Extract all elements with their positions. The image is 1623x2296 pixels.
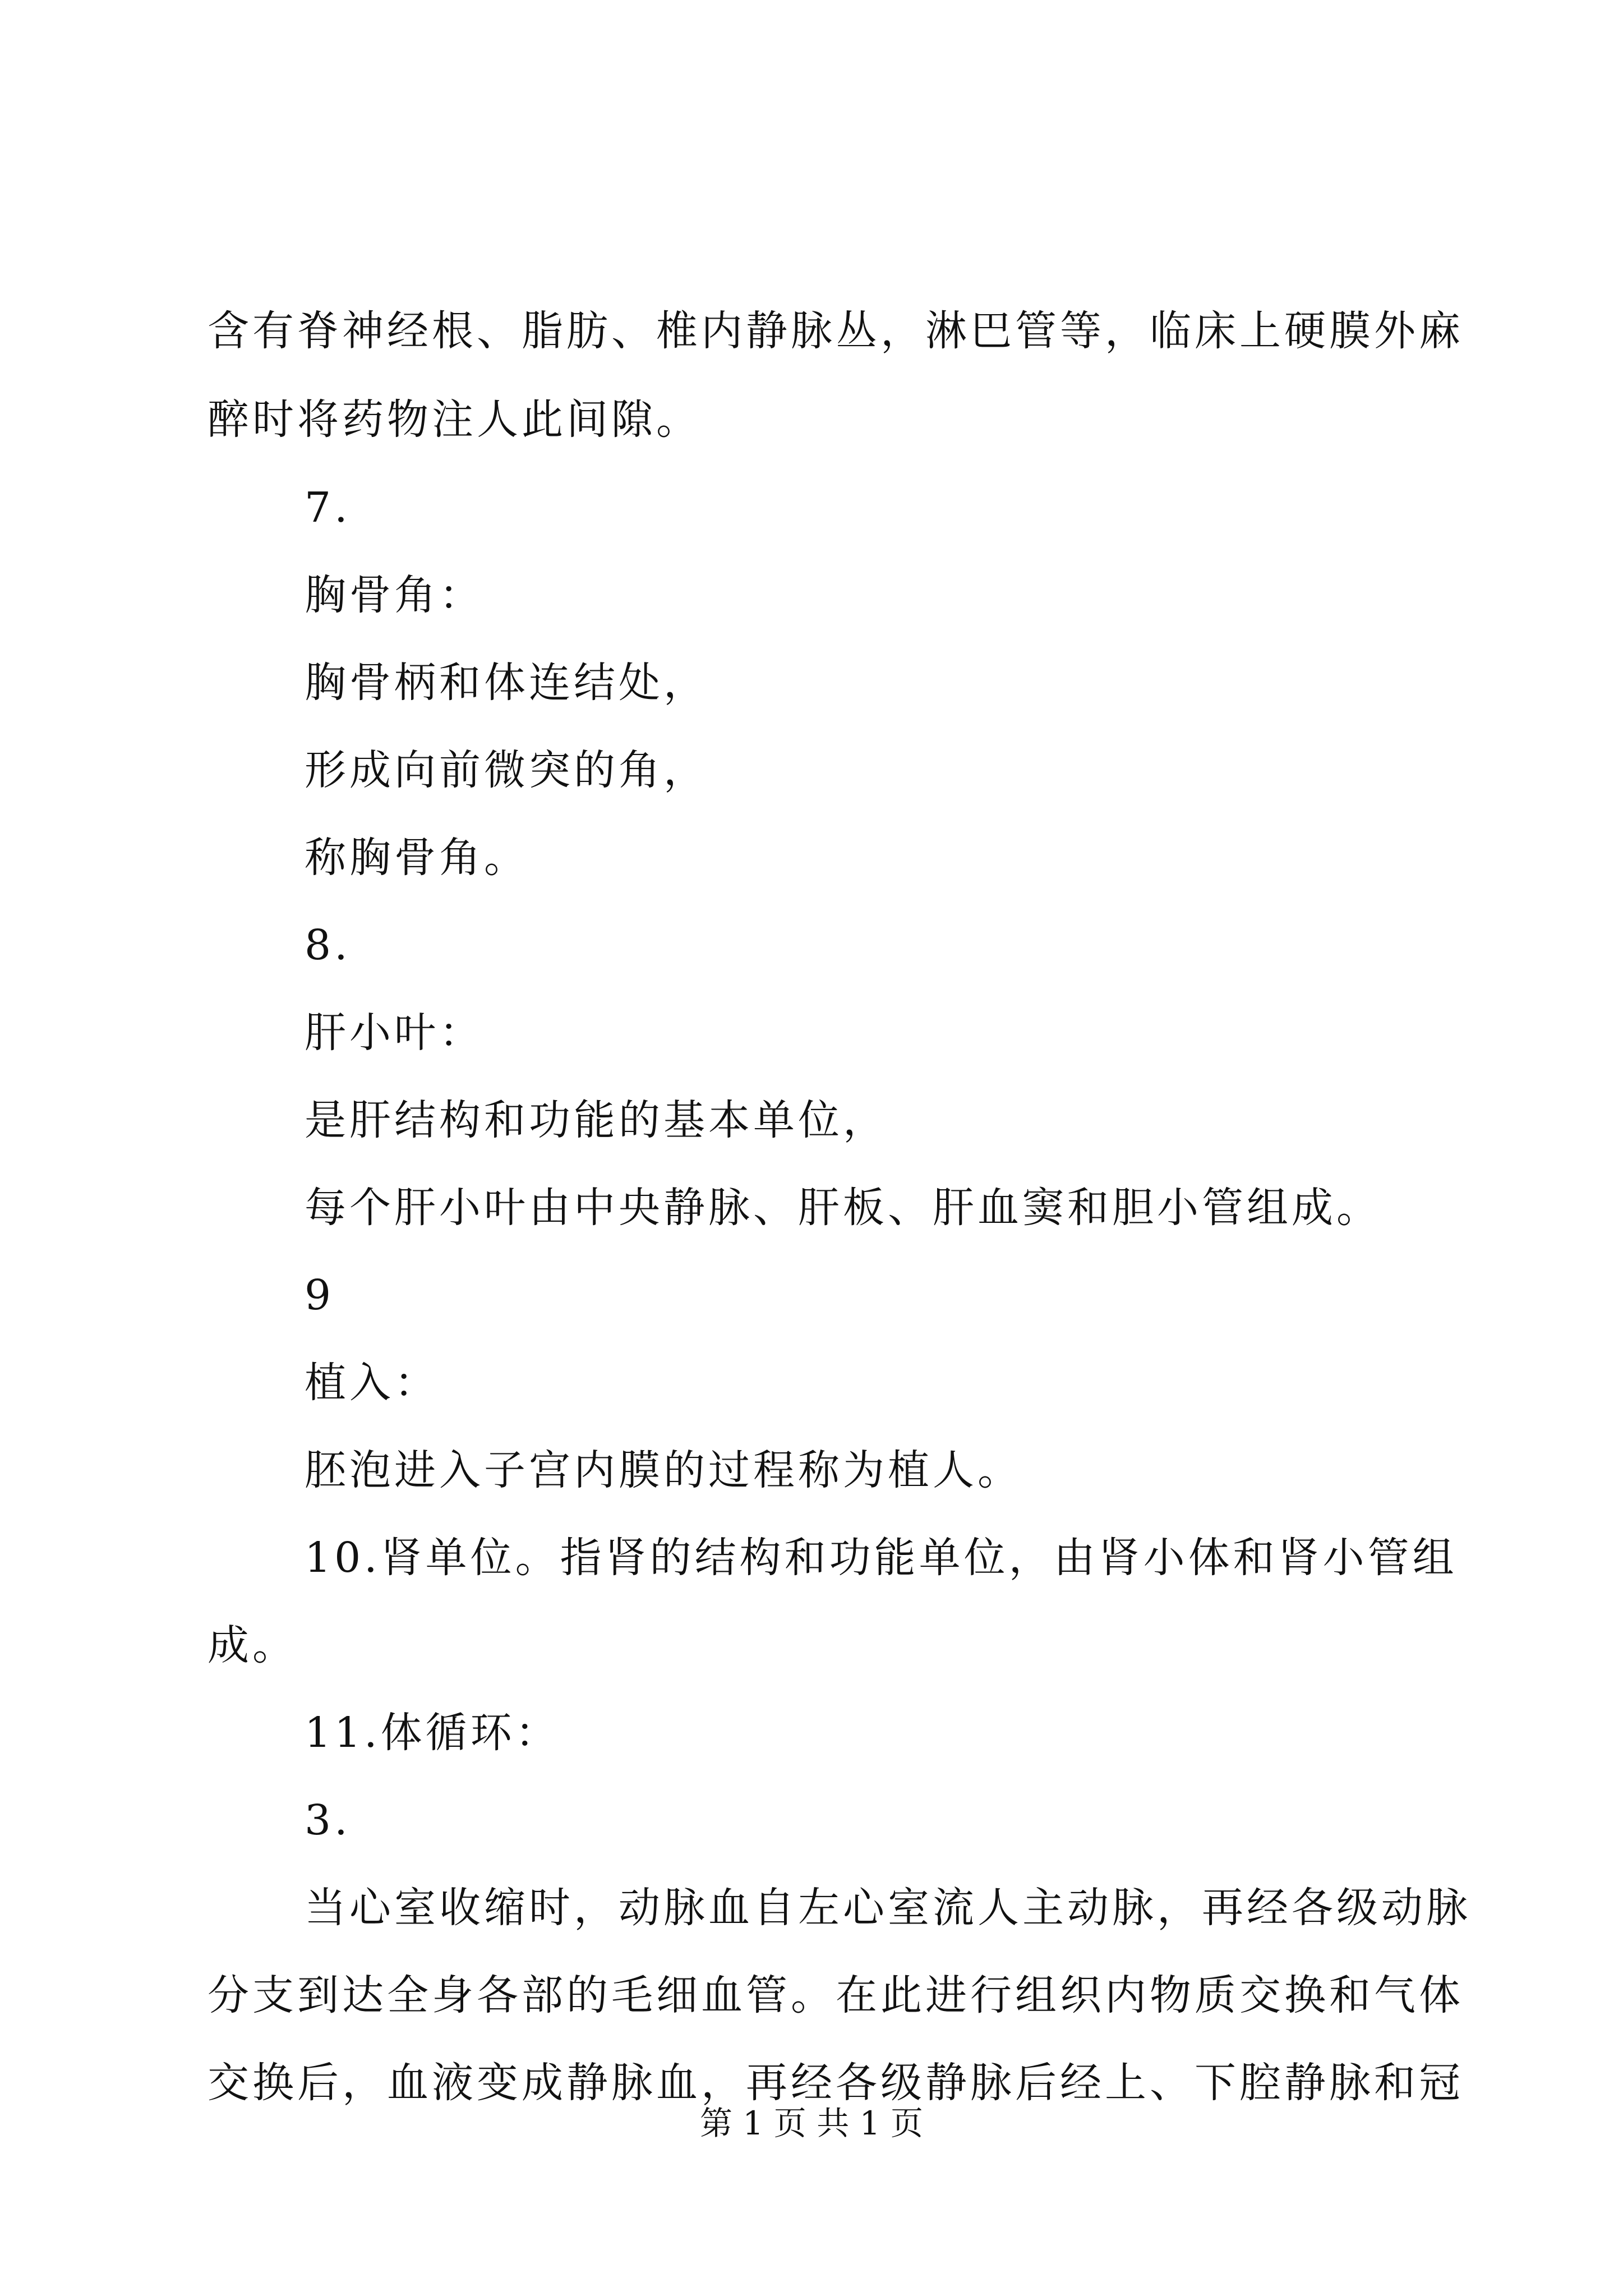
text-line: 是肝结构和功能的基本单位，: [305, 1096, 888, 1144]
list-number: 7.: [305, 484, 351, 532]
term-heading: 植入：: [305, 1359, 439, 1407]
text-line: 10.肾单位。指肾的结构和功能单位，由肾小体和肾小管组: [305, 1534, 1458, 1582]
term-heading: 胸骨角：: [305, 571, 484, 619]
text-line: 每个肝小叶由中央静脉、肝板、肝血窦和胆小管组成。: [305, 1184, 1381, 1232]
text-line: 成。: [208, 1621, 297, 1669]
term-heading: 11.体循环：: [305, 1709, 560, 1757]
text-line: 胚泡进入子宫内膜的过程称为植人。: [305, 1446, 1022, 1494]
list-number: 3.: [305, 1796, 351, 1844]
term-heading: 肝小叶：: [305, 1009, 484, 1057]
list-number: 9: [305, 1271, 335, 1319]
text-line: 称胸骨角。: [305, 834, 529, 882]
text-line: 当心室收缩时，动脉血自左心室流人主动脉，再经各级动脉: [305, 1884, 1471, 1932]
text-line: 胸骨柄和体连结处，: [305, 659, 708, 707]
text-line: 分支到达全身各部的毛细血管。在此进行组织内物质交换和气体: [208, 1971, 1464, 2019]
text-line: 交换后，血液变成静脉血，再经各级静脉后经上、下腔静脉和冠: [208, 2059, 1464, 2107]
text-line: 醉时将药物注人此间隙。: [208, 395, 701, 444]
text-line: 含有脊神经根、脂肪、椎内静脉丛，淋巴管等，临床上硬膜外麻: [208, 307, 1464, 355]
list-number: 8.: [305, 921, 351, 969]
page-footer: 第 1 页 共 1 页: [700, 2104, 923, 2142]
text-line: 形成向前微突的角，: [305, 746, 708, 794]
